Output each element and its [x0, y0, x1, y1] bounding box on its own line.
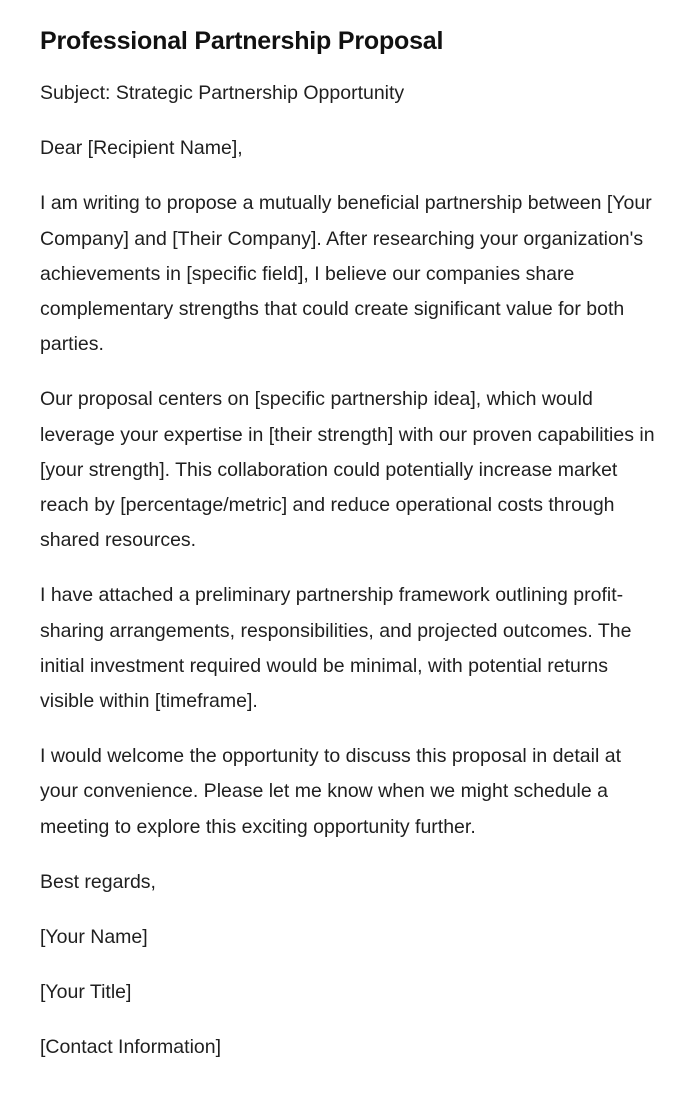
- body-paragraph-2: Our proposal centers on [specific partnership idea], which would leverage your expertise in [their strength] with our proven capabilities in [your strength]. This collaboration could potentially increase market reach by [percentage/metric] and reduce operational costs through shared resources.: [40, 388, 655, 552]
- subject-line: Subject: Strategic Partnership Opportunity: [40, 82, 405, 104]
- signature-name: [Your Name]: [40, 926, 148, 949]
- body-paragraph-1: I am writing to propose a mutually beneficial partnership between [Your Company] and [Their Company]. After researching your organization's achievements in [specific field], I believe our companies share complementary strengths that could create significant value for both parties.: [40, 192, 652, 356]
- body-paragraph-4: I would welcome the opportunity to discuss this proposal in detail at your convenience. Please let me know when we might schedule a meeting to explore this exciting opportunity further.: [40, 745, 621, 838]
- salutation: Dear [Recipient Name],: [40, 137, 243, 160]
- body-paragraph-3: I have attached a preliminary partnership framework outlining profit-sharing arrangements, responsibilities, and projected outcomes. The initial investment required would be minimal, with potential returns visible within [timeframe].: [40, 584, 632, 713]
- closing: Best regards,: [40, 870, 156, 893]
- signature-title: [Your Title]: [40, 981, 132, 1004]
- document-title: Professional Partnership Proposal: [40, 27, 444, 55]
- signature-contact: [Contact Information]: [40, 1036, 222, 1059]
